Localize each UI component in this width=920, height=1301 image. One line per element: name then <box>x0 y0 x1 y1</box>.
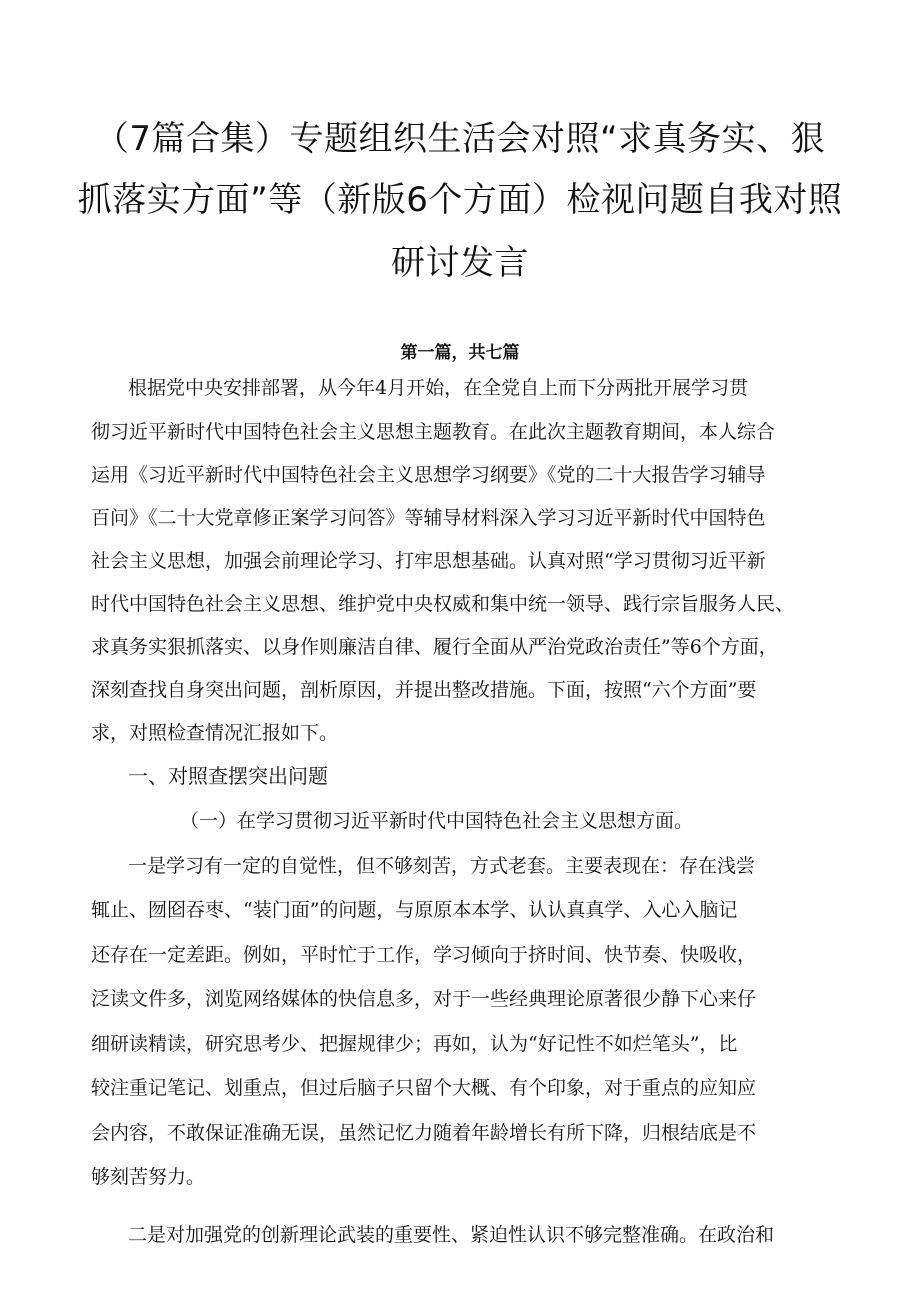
paragraph-line: 泛读文件多，浏览网络媒体的快信息多，对于一些经典理论原著很少静下心来仔 <box>91 988 757 1010</box>
paragraph-line: 辄止、囫囵吞枣、“装门面”的问题，与原原本本学、认认真真学、入心入脑记 <box>91 899 738 921</box>
paragraph-line: 会内容，不敢保证准确无误，虽然记忆力随着年龄增长有所下降，归根结底是不 <box>91 1122 757 1144</box>
intro-line: 社会主义思想，加强会前理论学习、打牢思想基础。认真对照“学习贯彻习近平新 <box>91 550 766 572</box>
intro-line: 求真务实狠抓落实、以身作则廉洁自律、履行全面从严治党政治责任”等6个方面， <box>91 636 778 658</box>
intro-line: 运用《习近平新时代中国特色社会主义思想学习纲要》《党的二十大报告学习辅导 <box>91 464 766 486</box>
paragraph-line: 够刻苦努力。 <box>91 1166 206 1188</box>
paragraph-line: 一是学习有一定的自觉性，但不够刻苦，方式老套。主要表现在：存在浅尝 <box>128 855 756 877</box>
subsection-heading: （一）在学习贯彻习近平新时代中国特色社会主义思想方面。 <box>180 810 694 832</box>
document-subtitle: 第一篇，共七篇 <box>400 343 520 363</box>
document-title-line-2: 抓落实方面”等（新版6个方面）检视问题自我对照 <box>77 180 843 220</box>
intro-line: 百问》《二十大党章修正案学习问答》等辅导材料深入学习习近平新时代中国特色 <box>91 507 766 529</box>
paragraph-line: 细研读精读，研究思考少、把握规律少；再如，认为“好记性不如烂笔头”，比 <box>91 1033 738 1055</box>
intro-line: 彻习近平新时代中国特色社会主义思想主题教育。在此次主题教育期间，本人综合 <box>91 421 776 443</box>
section-heading: 一、对照查摆突出问题 <box>128 764 328 788</box>
paragraph-line: 二是对加强党的创新理论武装的重要性、紧迫性认识不够完整准确。在政治和 <box>128 1224 775 1246</box>
intro-line: 根据党中央安排部署，从今年4月开始，在全党自上而下分两批开展学习贯 <box>128 377 749 399</box>
document-title-line-3: 研讨发言 <box>391 243 529 283</box>
paragraph-line: 较注重记笔记、划重点，但过后脑子只留个大概、有个印象，对于重点的应知应 <box>91 1077 757 1099</box>
intro-line: 求，对照检查情况汇报如下。 <box>91 722 339 744</box>
document-title-line-1: （7篇合集）专题组织生活会对照“求真务实、狠 <box>94 119 826 159</box>
paragraph-line: 还存在一定差距。例如，平时忙于工作，学习倾向于挤时间、快节奏、快吸收， <box>91 944 757 966</box>
intro-line: 时代中国特色社会主义思想、维护党中央权威和集中统一领导、践行宗旨服务人民、 <box>91 593 795 615</box>
intro-line: 深刻查找自身突出问题，剖析原因，并提出整改措施。下面，按照“六个方面”要 <box>91 679 757 701</box>
